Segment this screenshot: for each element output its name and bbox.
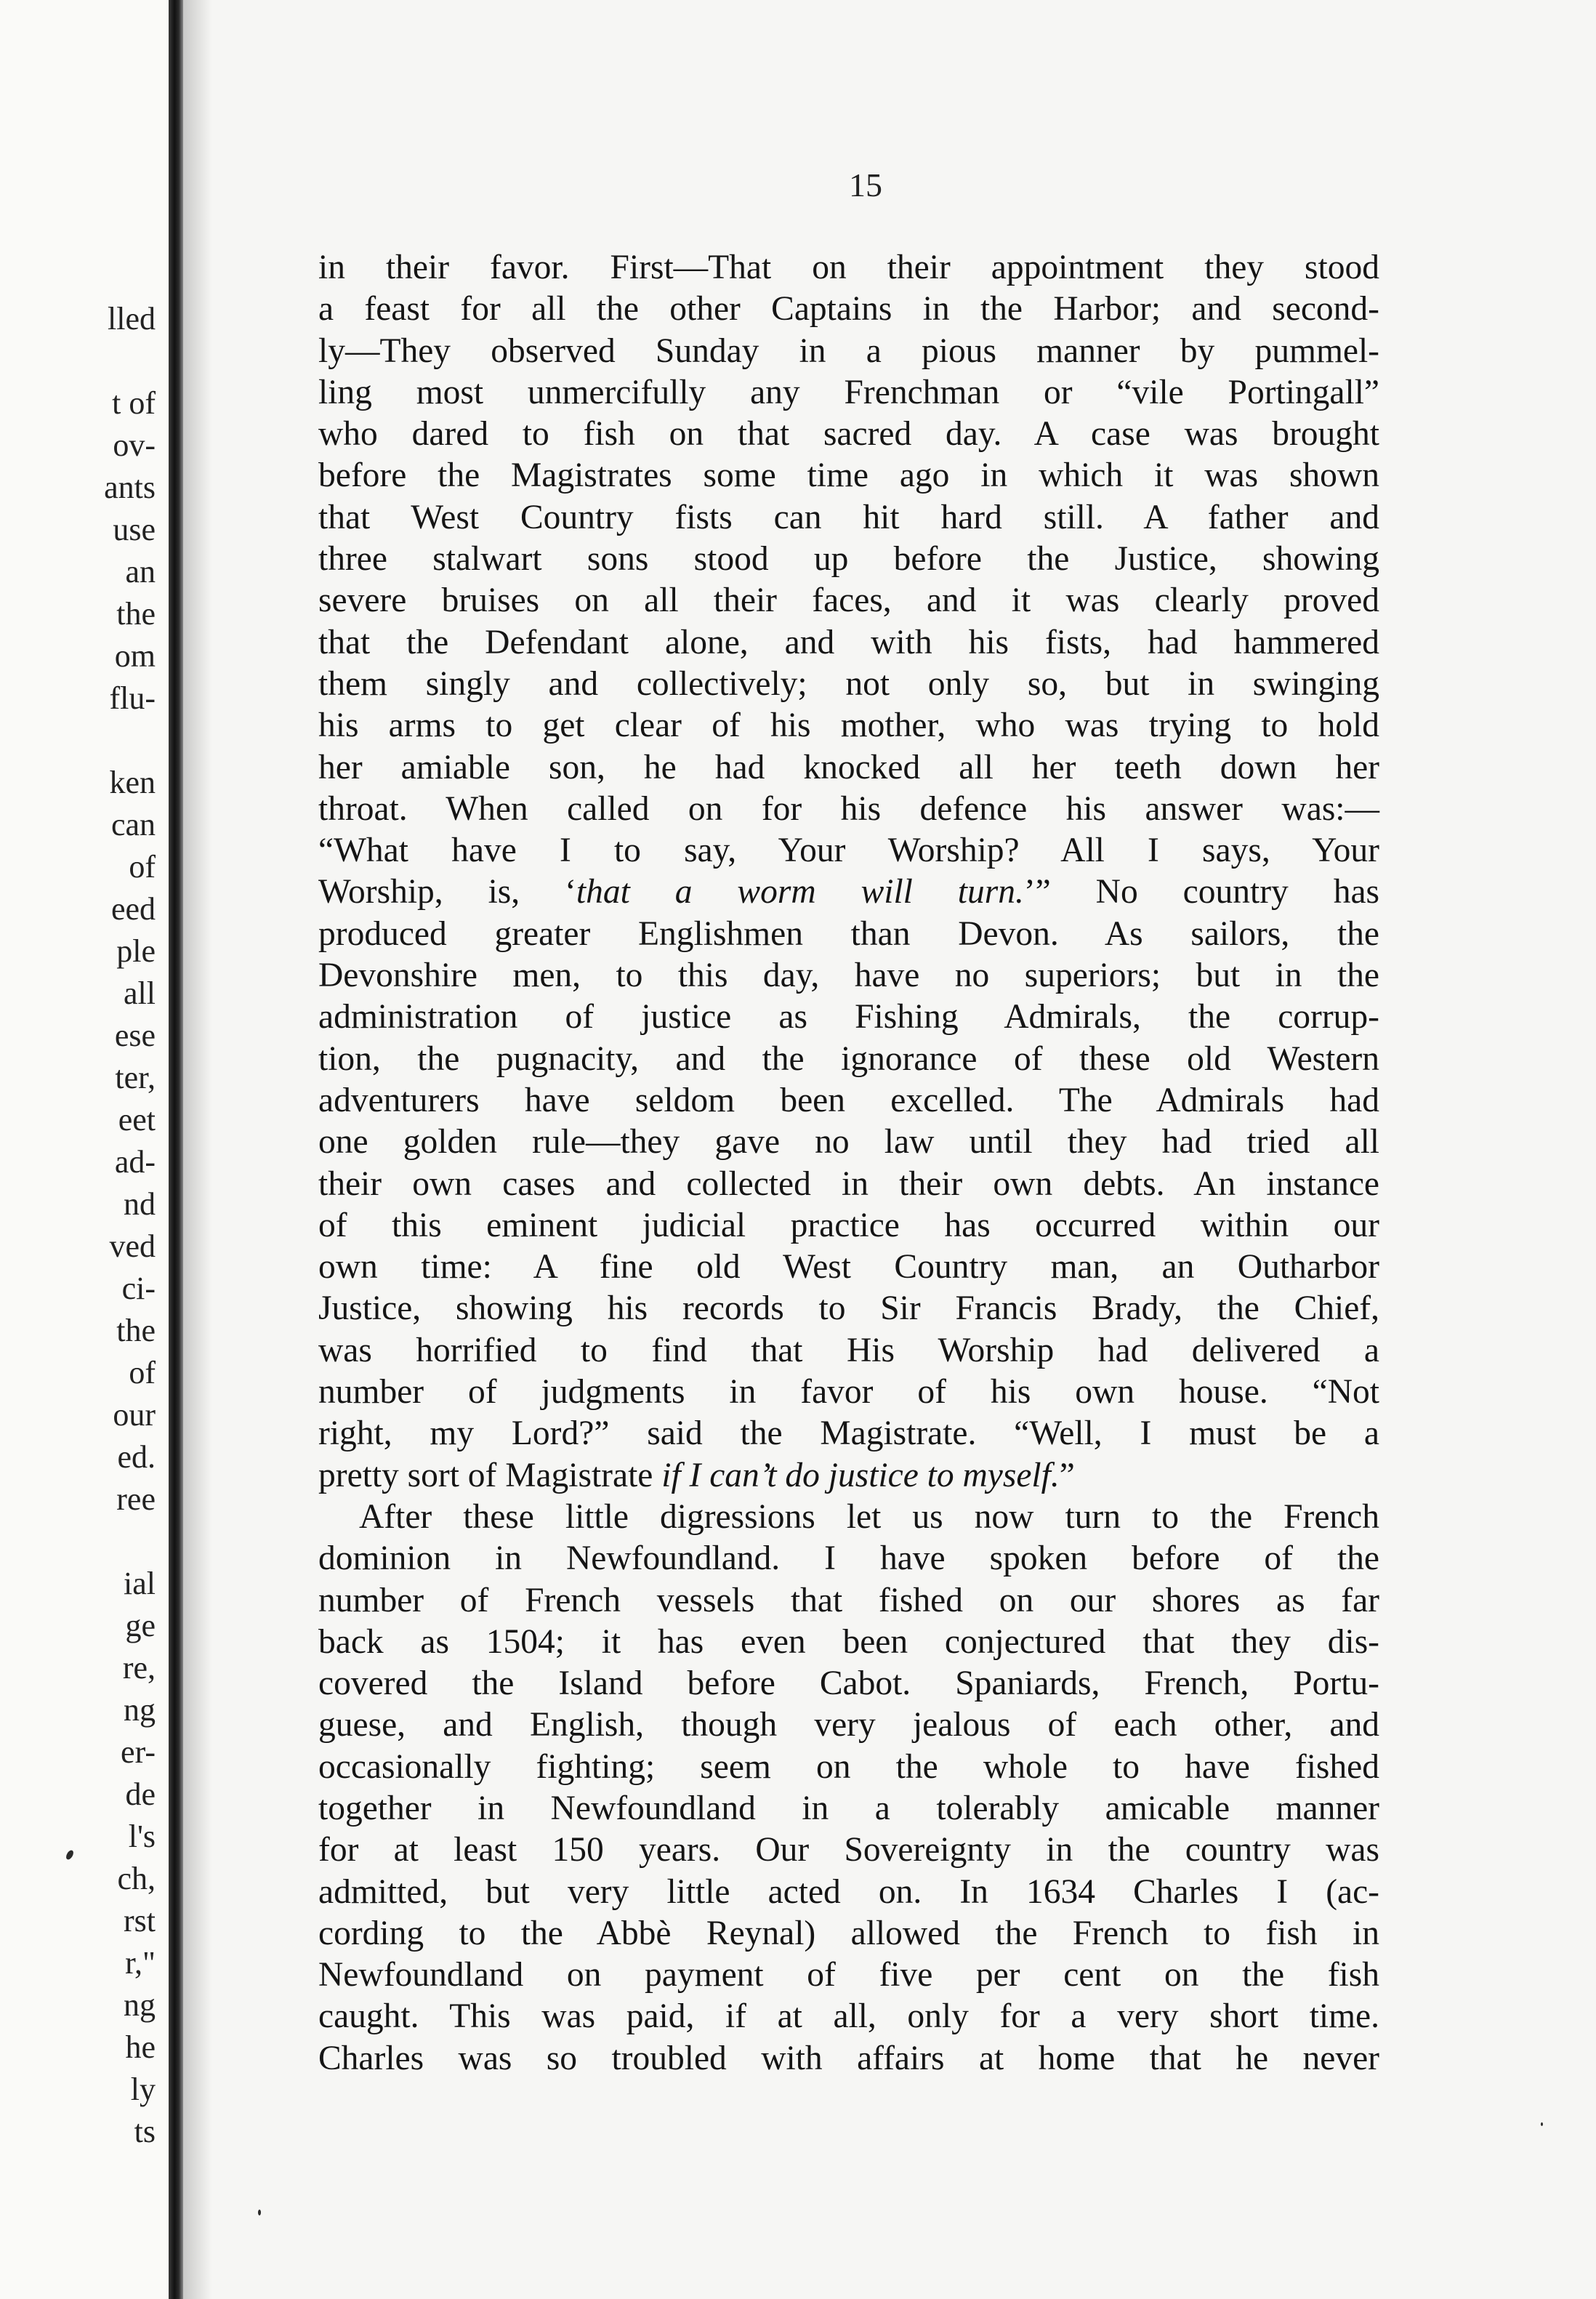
fragment-line bbox=[104, 1521, 156, 1563]
text-line: severe bruises on all their faces, and it was clearly proved bbox=[318, 581, 1379, 620]
fragment-line: an bbox=[125, 554, 156, 589]
text-line: right, my Lord?” said the Magistrate. “Well, I must be a bbox=[318, 1414, 1379, 1453]
fragment-line: ts bbox=[134, 2114, 156, 2149]
text-line: back as 1504; it has even been conjectured that they dis- bbox=[318, 1622, 1379, 1661]
fragment-line: use bbox=[113, 512, 156, 547]
text-line: before the Magistrates some time ago in which it was shown bbox=[318, 456, 1379, 495]
fragment-line: er- bbox=[121, 1734, 156, 1770]
text-line: in their favor. First—That on their appointment they stood bbox=[318, 249, 1379, 286]
previous-page-fragment bbox=[0, 0, 169, 2299]
text-line: three stalwart sons stood up before the Justice, showing bbox=[318, 540, 1379, 579]
fragment-line: of bbox=[129, 1355, 156, 1390]
fragment-line bbox=[104, 340, 156, 382]
text-line: tion, the pugnacity, and the ignorance of these old Western bbox=[318, 1039, 1379, 1078]
text-line: administration of justice as Fishing Admirals, the corrup- bbox=[318, 998, 1379, 1036]
text-line: Charles was so troubled with affairs at home that he never bbox=[318, 2039, 1379, 2077]
text-segment: pretty sort of Magistrate bbox=[318, 1456, 662, 1494]
text-line: caught. This was paid, if at all, only for a very short time. bbox=[318, 1997, 1379, 2036]
text-line: his arms to get clear of his mother, who was trying to hold bbox=[318, 706, 1379, 745]
text-line: throat. When called on for his defence his answer was:— bbox=[318, 789, 1379, 828]
text-line: that West Country fists can hit hard still. A father and bbox=[318, 498, 1379, 536]
text-line: cording to the Abbè Reynal) allowed the French to fish in bbox=[318, 1914, 1379, 1952]
text-line: number of French vessels that fished on our shores as far bbox=[318, 1581, 1379, 1619]
text-segment: ” bbox=[1059, 1456, 1075, 1494]
text-line: “What have I to say, Your Worship? All I says, Your bbox=[318, 832, 1379, 870]
text-line: admitted, but very little acted on. In 1634 Charles I (ac- bbox=[318, 1872, 1379, 1911]
fragment-line: he bbox=[125, 2029, 156, 2065]
fragment-line: ese bbox=[114, 1018, 156, 1053]
scan-speck bbox=[1541, 2122, 1543, 2126]
fragment-line: flu- bbox=[109, 680, 156, 716]
scan-speck bbox=[258, 2210, 261, 2215]
text-line: that the Defendant alone, and with his fists, had hammered bbox=[318, 623, 1379, 661]
text-line: was horrified to find that His Worship had delivered a bbox=[318, 1331, 1379, 1369]
fragment-line: all bbox=[124, 975, 156, 1011]
text-line: own time: A fine old West Country man, an Outharbor bbox=[318, 1248, 1379, 1287]
fragment-line: de bbox=[125, 1776, 156, 1812]
fragment-line: nd bbox=[124, 1186, 156, 1222]
fragment-line: can bbox=[110, 807, 156, 842]
page-binding-edge bbox=[169, 0, 183, 2299]
text-line: Justice, showing his records to Sir Francis Brady, the Chief, bbox=[318, 1289, 1379, 1328]
text-line: her amiable son, he had knocked all her teeth down her bbox=[318, 748, 1379, 786]
fragment-line: r," bbox=[125, 1945, 156, 1981]
fragment-line: ree bbox=[116, 1481, 156, 1517]
fragment-line: ng bbox=[124, 1987, 156, 2023]
text-line: adventurers have seldom been excelled. The Admirals had bbox=[318, 1081, 1379, 1119]
fragment-line: t of bbox=[112, 385, 156, 421]
gutter-shadow bbox=[183, 0, 212, 2299]
text-line: dominion in Newfoundland. I have spoken before of the bbox=[318, 1539, 1379, 1578]
fragment-line: ci- bbox=[121, 1271, 156, 1306]
text-line bbox=[318, 1455, 1379, 1497]
text-line: produced greater Englishmen than Devon. As sailors, the bbox=[318, 914, 1379, 953]
fragment-line: ly bbox=[130, 2071, 156, 2107]
text-line: Newfoundland on payment of five per cent on the fish bbox=[318, 1956, 1379, 1994]
fragment-line: ple bbox=[116, 933, 156, 969]
body-text bbox=[318, 247, 1379, 2079]
text-line: ling most unmercifully any Frenchman or “vile Portingall” bbox=[318, 373, 1379, 411]
fragment-line: ial bbox=[124, 1566, 156, 1601]
text-line: their own cases and collected in their own debts. An instance bbox=[318, 1164, 1379, 1203]
text-line: of this eminent judicial practice has occurred within our bbox=[318, 1206, 1379, 1244]
text-line: Devonshire men, to this day, have no superiors; but in the bbox=[318, 957, 1379, 995]
text-line: After these little digressions let us now turn to the French bbox=[359, 1497, 1379, 1536]
fragment-line: eet bbox=[118, 1102, 156, 1138]
text-line: guese, and English, though very jealous of each other, and bbox=[318, 1706, 1379, 1744]
text-line: covered the Island before Cabot. Spaniards, French, Portu- bbox=[318, 1664, 1379, 1703]
fragment-line: ter, bbox=[115, 1060, 156, 1095]
fragment-line bbox=[104, 720, 156, 762]
previous-page-text-fragments bbox=[104, 298, 156, 2153]
text-line bbox=[318, 871, 1379, 913]
fragment-line: lled bbox=[108, 301, 156, 337]
fragment-line: our bbox=[113, 1397, 156, 1433]
fragment-line: ad- bbox=[114, 1144, 156, 1180]
text-line: one golden rule—they gave no law until they had tried all bbox=[318, 1123, 1379, 1161]
fragment-line: l's bbox=[128, 1819, 156, 1854]
italic-quote: that a worm will turn. bbox=[576, 873, 1024, 911]
fragment-line: ken bbox=[109, 765, 156, 800]
text-line: number of judgments in favor of his own house. “Not bbox=[318, 1373, 1379, 1412]
fragment-line: rst bbox=[124, 1903, 156, 1938]
fragment-line: ov- bbox=[113, 427, 156, 463]
fragment-line: the bbox=[116, 1313, 156, 1348]
fragment-line: ge bbox=[125, 1608, 156, 1643]
fragment-line: eed bbox=[110, 891, 156, 927]
text-segment: Worship, is, ‘ bbox=[318, 873, 576, 911]
fragment-line: ved bbox=[109, 1228, 156, 1264]
text-line: a feast for all the other Captains in the Harbor; and second- bbox=[318, 290, 1379, 329]
fragment-line: ng bbox=[124, 1692, 156, 1728]
fragment-line: re, bbox=[122, 1650, 156, 1686]
text-line: together in Newfoundland in a tolerably amicable manner bbox=[318, 1789, 1379, 1827]
italic-quote: if I can’t do justice to myself. bbox=[661, 1456, 1060, 1494]
text-line: ly—They observed Sunday in a pious manner by pummel- bbox=[318, 331, 1379, 370]
text-line: occasionally fighting; seem on the whole to have fished bbox=[318, 1747, 1379, 1786]
fragment-line: the bbox=[116, 596, 156, 632]
text-segment: ’” No country has bbox=[1023, 873, 1380, 911]
text-line: them singly and collectively; not only so, but in swinging bbox=[318, 664, 1379, 703]
fragment-line: of bbox=[129, 849, 156, 885]
fragment-line: ants bbox=[104, 470, 156, 505]
text-line: who dared to fish on that sacred day. A case was brought bbox=[318, 415, 1379, 454]
fragment-line: ed. bbox=[117, 1439, 156, 1475]
page-number: 15 bbox=[849, 166, 882, 204]
text-line: for at least 150 years. Our Sovereignty in the country was bbox=[318, 1831, 1379, 1869]
fragment-line: ch, bbox=[117, 1861, 156, 1896]
fragment-line: om bbox=[114, 638, 156, 674]
